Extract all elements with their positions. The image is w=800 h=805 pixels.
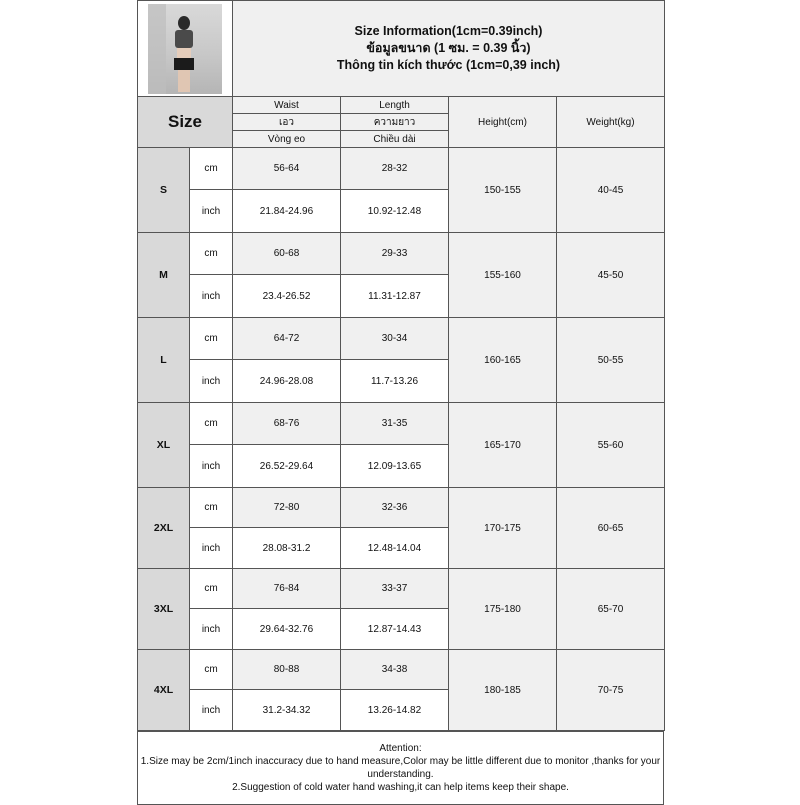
size-row-cm: [138, 233, 665, 275]
length-header-th: ความยาว: [341, 114, 449, 131]
length-inch-value: 11.7-13.26: [341, 360, 449, 403]
unit-cm-label: cm: [190, 650, 233, 690]
length-inch-value: 12.87-14.43: [341, 609, 449, 650]
waist-header-vi: Vòng eo: [233, 131, 341, 148]
size-label: 4XL: [138, 650, 190, 731]
product-photo: [148, 4, 222, 94]
size-label: XL: [138, 403, 190, 488]
height-value: 150-155: [449, 148, 557, 233]
weight-value: 50-55: [557, 318, 665, 403]
waist-header-en: Waist: [233, 97, 341, 114]
length-inch-value: 13.26-14.82: [341, 690, 449, 731]
height-value: 180-185: [449, 650, 557, 731]
length-header-vi: Chiều dài: [341, 131, 449, 148]
length-inch-value: 12.48-14.04: [341, 528, 449, 569]
header-title-en: Size Information(1cm=0.39inch): [354, 24, 543, 38]
length-cm-value: 28-32: [341, 148, 449, 190]
weight-value: 55-60: [557, 403, 665, 488]
size-row-cm: [138, 650, 665, 690]
photo-model-skirt: [174, 58, 194, 70]
waist-inch-value: 21.84-24.96: [233, 190, 341, 233]
length-inch-value: 10.92-12.48: [341, 190, 449, 233]
weight-value: 65-70: [557, 569, 665, 650]
size-row-cm: [138, 403, 665, 445]
size-row-cm: [138, 488, 665, 528]
waist-header-th: เอว: [233, 114, 341, 131]
waist-inch-value: 23.4-26.52: [233, 275, 341, 318]
waist-cm-value: 60-68: [233, 233, 341, 275]
attention-table: [137, 731, 664, 805]
length-header-en: Length: [341, 97, 449, 114]
photo-background: [148, 4, 166, 94]
length-inch-value: 12.09-13.65: [341, 445, 449, 488]
header-title-vi: Thông tin kích thước (1cm=0,39 inch): [336, 58, 561, 72]
height-value: 160-165: [449, 318, 557, 403]
size-label: S: [138, 148, 190, 233]
unit-cm-label: cm: [190, 233, 233, 275]
waist-inch-value: 29.64-32.76: [233, 609, 341, 650]
height-value: 175-180: [449, 569, 557, 650]
length-cm-value: 33-37: [341, 569, 449, 609]
waist-inch-value: 24.96-28.08: [233, 360, 341, 403]
unit-inch-label: inch: [190, 690, 233, 731]
waist-cm-value: 80-88: [233, 650, 341, 690]
attention-note-1: 1.Size may be 2cm/1inch inaccuracy due to hand measure,Color may be little different due to monitor ,thanks for your understanding.: [140, 756, 661, 780]
size-label: M: [138, 233, 190, 318]
weight-value: 40-45: [557, 148, 665, 233]
height-value: 170-175: [449, 488, 557, 569]
unit-inch-label: inch: [190, 360, 233, 403]
product-photo-cell: [138, 1, 233, 97]
weight-value: 60-65: [557, 488, 665, 569]
waist-cm-value: 76-84: [233, 569, 341, 609]
waist-inch-value: 31.2-34.32: [233, 690, 341, 731]
length-cm-value: 29-33: [341, 233, 449, 275]
height-header: Height(cm): [449, 97, 557, 148]
weight-header: Weight(kg): [557, 97, 665, 148]
photo-model-top: [175, 30, 193, 48]
weight-value: 70-75: [557, 650, 665, 731]
unit-inch-label: inch: [190, 445, 233, 488]
size-row-cm: [138, 148, 665, 190]
unit-cm-label: cm: [190, 569, 233, 609]
size-row-cm: [138, 318, 665, 360]
unit-inch-label: inch: [190, 528, 233, 569]
size-column-title: Size: [138, 97, 233, 148]
waist-cm-value: 68-76: [233, 403, 341, 445]
waist-inch-value: 28.08-31.2: [233, 528, 341, 569]
weight-value: 45-50: [557, 233, 665, 318]
size-info-header: [233, 1, 665, 97]
waist-cm-value: 64-72: [233, 318, 341, 360]
unit-cm-label: cm: [190, 403, 233, 445]
size-label: L: [138, 318, 190, 403]
waist-cm-value: 56-64: [233, 148, 341, 190]
attention-title: Attention:: [379, 743, 422, 754]
length-cm-value: 30-34: [341, 318, 449, 360]
size-label: 2XL: [138, 488, 190, 569]
height-value: 165-170: [449, 403, 557, 488]
attention-note-2: 2.Suggestion of cold water hand washing,it can help items keep their shape.: [232, 782, 569, 793]
waist-cm-value: 72-80: [233, 488, 341, 528]
length-cm-value: 34-38: [341, 650, 449, 690]
unit-inch-label: inch: [190, 275, 233, 318]
size-label: 3XL: [138, 569, 190, 650]
photo-model-head: [178, 16, 190, 30]
unit-cm-label: cm: [190, 488, 233, 528]
size-row-cm: [138, 569, 665, 609]
length-inch-value: 11.31-12.87: [341, 275, 449, 318]
waist-inch-value: 26.52-29.64: [233, 445, 341, 488]
length-cm-value: 32-36: [341, 488, 449, 528]
unit-cm-label: cm: [190, 148, 233, 190]
photo-model-legs: [178, 70, 190, 92]
unit-inch-label: inch: [190, 190, 233, 233]
size-chart-table: [137, 0, 665, 731]
size-chart-sheet: [137, 0, 664, 800]
attention-notes: [138, 732, 664, 805]
height-value: 155-160: [449, 233, 557, 318]
header-title-th: ข้อมูลขนาด (1 ซม. = 0.39 นิ้ว): [366, 41, 531, 55]
unit-inch-label: inch: [190, 609, 233, 650]
photo-model-waist: [177, 48, 191, 58]
length-cm-value: 31-35: [341, 403, 449, 445]
unit-cm-label: cm: [190, 318, 233, 360]
